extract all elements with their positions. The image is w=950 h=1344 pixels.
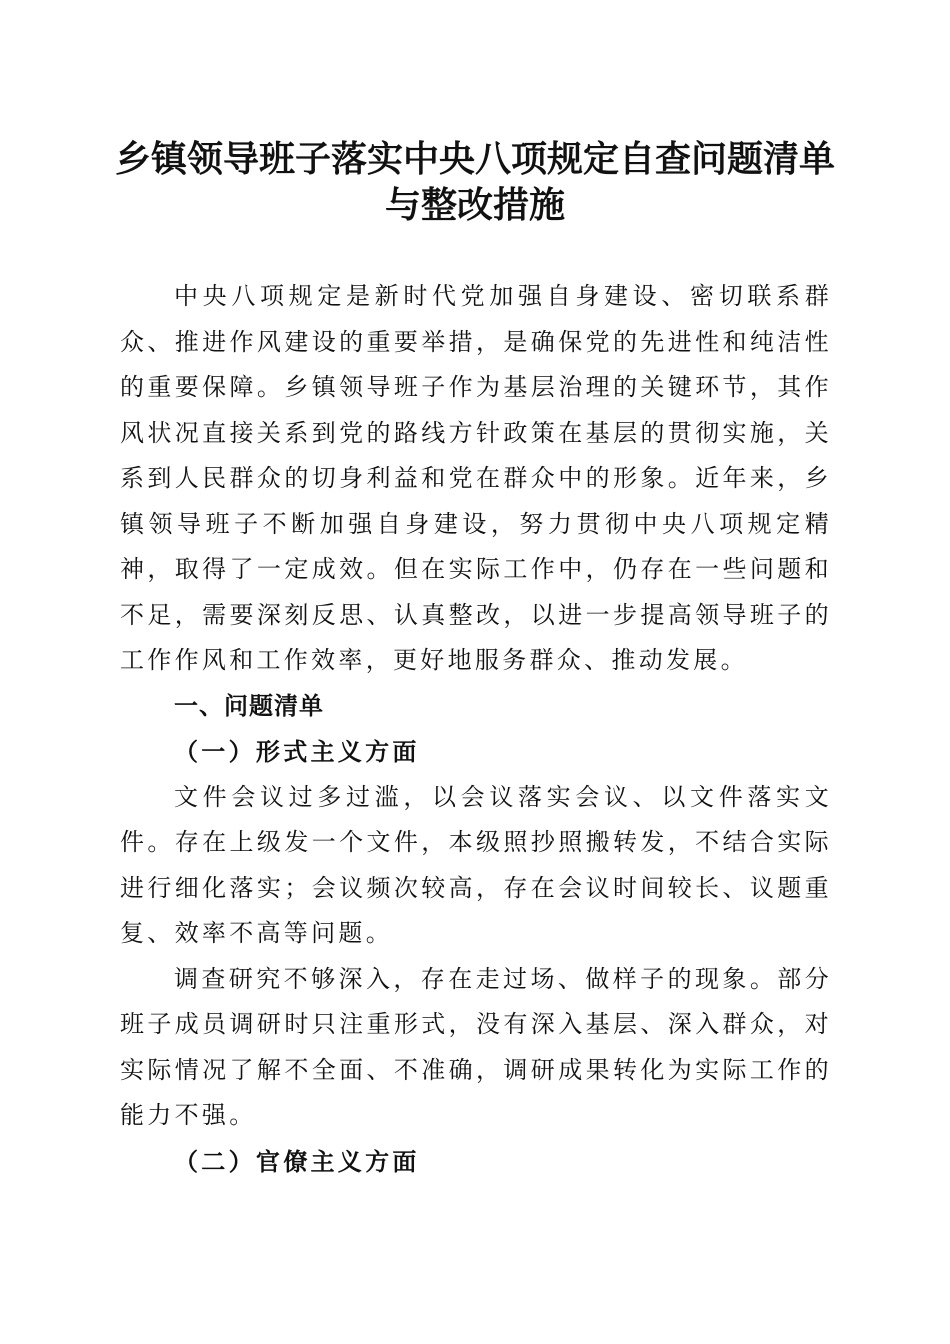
subsection-heading-formalism: （一）形式主义方面 bbox=[174, 737, 420, 766]
section-heading-problem-list: 一、问题清单 bbox=[174, 691, 324, 720]
subsection-heading-bureaucratism: （二）官僚主义方面 bbox=[174, 1146, 420, 1176]
document-title-line1: 乡镇领导班子落实中央八项规定自查问题清单 bbox=[114, 138, 835, 180]
document-body bbox=[120, 274, 832, 1184]
paragraph-investigation-research: 调查研究不够深入，存在走过场、做样子的现象。部分班子成员调研时只注重形式，没有深入基层、深入群众，对实际情况了解不全面、不准确，调研成果转化为实际工作的能力不强。 bbox=[120, 964, 832, 1129]
paragraph-meetings-documents: 文件会议过多过滥，以会议落实会议、以文件落实文件。存在上级发一个文件，本级照抄照搬转发，不结合实际进行细化落实；会议频次较高，存在会议时间较长、议题重复、效率不高等问题。 bbox=[120, 782, 832, 947]
intro-paragraph: 中央八项规定是新时代党加强自身建设、密切联系群众、推进作风建设的重要举措，是确保党的先进性和纯洁性的重要保障。乡镇领导班子作为基层治理的关键环节，其作风状况直接关系到党的路线方针政策在基层的贯彻实施，关系到人民群众的切身利益和党在群众中的形象。近年来，乡镇领导班子不断加强自身建设，努力贯彻中央八项规定精神，取得了一定成效。但在实际工作中，仍存在一些问题和不足，需要深刻反思、认真整改，以进一步提高领导班子的工作作风和工作效率，更好地服务群众、推动发展。 bbox=[120, 282, 832, 674]
document-title-line2: 与整改措施 bbox=[384, 184, 565, 226]
